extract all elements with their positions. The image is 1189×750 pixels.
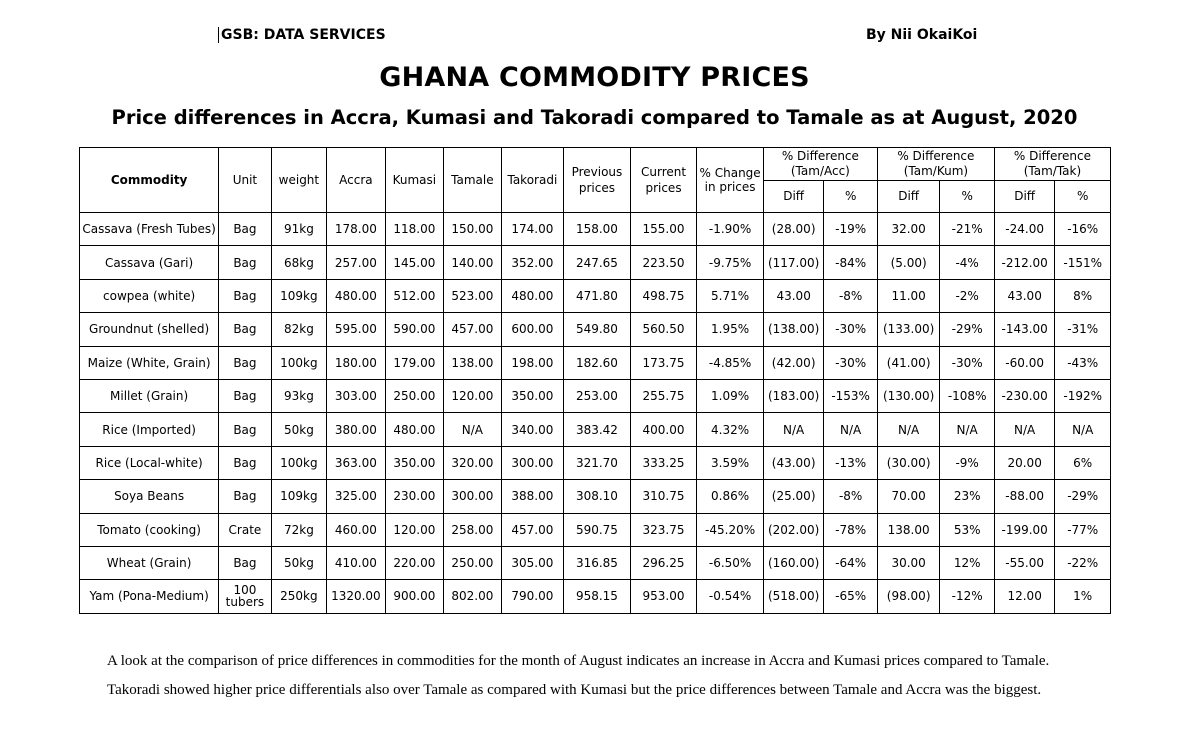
cell-commodity: Groundnut (shelled) — [80, 313, 219, 346]
cell-unit: Bag — [219, 379, 271, 412]
cell-kumasi: 120.00 — [385, 513, 444, 546]
cell-tam-tak-diff: -88.00 — [994, 480, 1055, 513]
cell-tam-acc-pct: -84% — [824, 246, 877, 279]
cell-weight: 109kg — [271, 480, 326, 513]
cell-tam-kum-diff: (133.00) — [877, 313, 940, 346]
cell-commodity: Soya Beans — [80, 480, 219, 513]
cell-weight: 109kg — [271, 279, 326, 312]
page-subtitle: Price differences in Accra, Kumasi and Takoradi compared to Tamale as at August, 2020 — [111, 106, 1078, 129]
cell-tam-kum-pct: -29% — [940, 313, 994, 346]
cell-tam-tak-pct: -151% — [1055, 246, 1111, 279]
cell-tamale: 120.00 — [444, 379, 502, 412]
cell-current-prices: 173.75 — [630, 346, 697, 379]
cell-tamale: 300.00 — [444, 480, 502, 513]
cell-tam-acc-diff: (160.00) — [763, 546, 824, 579]
cell-takoradi: 480.00 — [501, 279, 564, 312]
cell-takoradi: 388.00 — [501, 480, 564, 513]
cell-percent-change: -1.90% — [697, 213, 764, 246]
col-header-acc-diff: Diff — [763, 181, 824, 213]
cell-tam-kum-pct: -30% — [940, 346, 994, 379]
cell-tam-acc-pct: -78% — [824, 513, 877, 546]
department-label: GSB: DATA SERVICES — [218, 27, 386, 43]
col-header-unit: Unit — [219, 148, 271, 213]
cell-kumasi: 220.00 — [385, 546, 444, 579]
cell-unit: Bag — [219, 346, 271, 379]
cell-takoradi: 350.00 — [501, 379, 564, 412]
col-group-tam-kum: % Difference (Tam/Kum) — [877, 148, 994, 181]
cell-current-prices: 223.50 — [630, 246, 697, 279]
col-header-tak-diff: Diff — [994, 181, 1055, 213]
cell-current-prices: 155.00 — [630, 213, 697, 246]
cell-current-prices: 953.00 — [630, 580, 697, 613]
table-header — [80, 148, 1111, 213]
cell-commodity: Maize (White, Grain) — [80, 346, 219, 379]
table-row — [80, 313, 1111, 346]
cell-tam-kum-pct: -4% — [940, 246, 994, 279]
cell-takoradi: 352.00 — [501, 246, 564, 279]
cell-takoradi: 300.00 — [501, 446, 564, 479]
cell-accra: 363.00 — [327, 446, 386, 479]
cell-current-prices: 310.75 — [630, 480, 697, 513]
cell-takoradi: 790.00 — [501, 580, 564, 613]
cell-tam-acc-diff: N/A — [763, 413, 824, 446]
commodity-price-table — [79, 147, 1111, 614]
col-header-kum-diff: Diff — [877, 181, 940, 213]
author-label: By Nii OkaiKoi — [866, 27, 978, 43]
cell-tamale: 523.00 — [444, 279, 502, 312]
table-row — [80, 279, 1111, 312]
cell-unit: Crate — [219, 513, 271, 546]
cell-weight: 93kg — [271, 379, 326, 412]
cell-previous-prices: 247.65 — [564, 246, 631, 279]
col-header-takoradi: Takoradi — [501, 148, 564, 213]
cell-commodity: cowpea (white) — [80, 279, 219, 312]
cell-tam-tak-pct: -16% — [1055, 213, 1111, 246]
cell-commodity: Rice (Imported) — [80, 413, 219, 446]
col-header-acc-pct: % — [824, 181, 877, 213]
cell-previous-prices: 590.75 — [564, 513, 631, 546]
cell-commodity: Cassava (Gari) — [80, 246, 219, 279]
cell-tamale: 250.00 — [444, 546, 502, 579]
col-header-accra: Accra — [327, 148, 386, 213]
cell-current-prices: 323.75 — [630, 513, 697, 546]
cell-tam-kum-pct: 53% — [940, 513, 994, 546]
cell-kumasi: 230.00 — [385, 480, 444, 513]
cell-weight: 100kg — [271, 346, 326, 379]
cell-tam-kum-pct: 23% — [940, 480, 994, 513]
page-title: GHANA COMMODITY PRICES — [379, 62, 810, 93]
cell-tam-tak-diff: 20.00 — [994, 446, 1055, 479]
cell-current-prices: 333.25 — [630, 446, 697, 479]
table-row — [80, 413, 1111, 446]
cell-percent-change: -4.85% — [697, 346, 764, 379]
cell-takoradi: 174.00 — [501, 213, 564, 246]
cell-tam-tak-pct: -29% — [1055, 480, 1111, 513]
cell-unit: 100 tubers — [219, 580, 271, 613]
cell-unit: Bag — [219, 546, 271, 579]
cell-previous-prices: 958.15 — [564, 580, 631, 613]
cell-previous-prices: 383.42 — [564, 413, 631, 446]
cell-tam-tak-pct: -43% — [1055, 346, 1111, 379]
cell-commodity: Wheat (Grain) — [80, 546, 219, 579]
cell-accra: 380.00 — [327, 413, 386, 446]
cell-unit: Bag — [219, 413, 271, 446]
cell-percent-change: 3.59% — [697, 446, 764, 479]
table-row — [80, 480, 1111, 513]
cell-previous-prices: 158.00 — [564, 213, 631, 246]
cell-tam-tak-diff: -143.00 — [994, 313, 1055, 346]
cell-kumasi: 118.00 — [385, 213, 444, 246]
cell-accra: 595.00 — [327, 313, 386, 346]
cell-tam-acc-pct: -8% — [824, 480, 877, 513]
cell-tam-acc-pct: -30% — [824, 313, 877, 346]
summary-paragraph: A look at the comparison of price differences in commodities for the month of August indicates an increase in Accra and Kumasi prices compared to Tamale. Takoradi showed higher price differentials also over Tamale as compared with Kumasi but the price differences between Tamale and Accra was the biggest. — [107, 653, 1050, 698]
table-row — [80, 379, 1111, 412]
cell-tam-acc-pct: -30% — [824, 346, 877, 379]
cell-accra: 480.00 — [327, 279, 386, 312]
cell-tamale: 320.00 — [444, 446, 502, 479]
cell-percent-change: -0.54% — [697, 580, 764, 613]
cell-tam-tak-diff: N/A — [994, 413, 1055, 446]
cell-kumasi: 350.00 — [385, 446, 444, 479]
cell-current-prices: 498.75 — [630, 279, 697, 312]
cell-tam-acc-diff: (43.00) — [763, 446, 824, 479]
cell-tam-tak-pct: -22% — [1055, 546, 1111, 579]
cell-unit: Bag — [219, 246, 271, 279]
cell-percent-change: 4.32% — [697, 413, 764, 446]
cell-accra: 325.00 — [327, 480, 386, 513]
cell-tam-kum-diff: 32.00 — [877, 213, 940, 246]
cell-percent-change: 5.71% — [697, 279, 764, 312]
cell-tamale: 138.00 — [444, 346, 502, 379]
table-body — [80, 213, 1111, 614]
cell-tam-tak-diff: -212.00 — [994, 246, 1055, 279]
cell-current-prices: 400.00 — [630, 413, 697, 446]
cell-current-prices: 560.50 — [630, 313, 697, 346]
cell-percent-change: -45.20% — [697, 513, 764, 546]
cell-commodity: Tomato (cooking) — [80, 513, 219, 546]
cell-tam-tak-diff: -55.00 — [994, 546, 1055, 579]
cell-takoradi: 198.00 — [501, 346, 564, 379]
cell-weight: 68kg — [271, 246, 326, 279]
cell-tam-tak-pct: N/A — [1055, 413, 1111, 446]
cell-tam-acc-pct: -19% — [824, 213, 877, 246]
col-header-tamale: Tamale — [444, 148, 502, 213]
col-header-weight: weight — [271, 148, 326, 213]
cell-tam-kum-pct: -2% — [940, 279, 994, 312]
cell-kumasi: 250.00 — [385, 379, 444, 412]
cell-tamale: 258.00 — [444, 513, 502, 546]
col-header-kumasi: Kumasi — [385, 148, 444, 213]
cell-tam-acc-diff: (117.00) — [763, 246, 824, 279]
cell-tam-kum-diff: (5.00) — [877, 246, 940, 279]
cell-percent-change: 1.09% — [697, 379, 764, 412]
cell-tam-acc-diff: (202.00) — [763, 513, 824, 546]
cell-previous-prices: 308.10 — [564, 480, 631, 513]
cell-tam-acc-diff: (518.00) — [763, 580, 824, 613]
cell-tam-acc-pct: N/A — [824, 413, 877, 446]
cell-commodity: Yam (Pona-Medium) — [80, 580, 219, 613]
cell-weight: 50kg — [271, 413, 326, 446]
cell-tam-tak-diff: -24.00 — [994, 213, 1055, 246]
cell-tam-tak-diff: -199.00 — [994, 513, 1055, 546]
cell-tam-kum-diff: (130.00) — [877, 379, 940, 412]
cell-accra: 460.00 — [327, 513, 386, 546]
cell-tam-acc-diff: (28.00) — [763, 213, 824, 246]
cell-percent-change: 0.86% — [697, 480, 764, 513]
cell-tam-acc-pct: -13% — [824, 446, 877, 479]
cell-accra: 1320.00 — [327, 580, 386, 613]
cell-tam-acc-pct: -153% — [824, 379, 877, 412]
cell-tam-kum-pct: -9% — [940, 446, 994, 479]
cell-accra: 178.00 — [327, 213, 386, 246]
col-header-tak-pct: % — [1055, 181, 1111, 213]
cell-weight: 91kg — [271, 213, 326, 246]
cell-tam-acc-pct: -64% — [824, 546, 877, 579]
cell-previous-prices: 316.85 — [564, 546, 631, 579]
cell-tam-tak-pct: 8% — [1055, 279, 1111, 312]
cell-tam-kum-diff: N/A — [877, 413, 940, 446]
cell-percent-change: 1.95% — [697, 313, 764, 346]
cell-tam-kum-pct: -12% — [940, 580, 994, 613]
table-row — [80, 513, 1111, 546]
table-row — [80, 546, 1111, 579]
cell-previous-prices: 471.80 — [564, 279, 631, 312]
cell-tam-kum-diff: 70.00 — [877, 480, 940, 513]
col-header-kum-pct: % — [940, 181, 994, 213]
cell-commodity: Rice (Local-white) — [80, 446, 219, 479]
col-header-percent-change: % Change in prices — [697, 148, 764, 213]
cell-accra: 180.00 — [327, 346, 386, 379]
col-header-current-prices: Current prices — [630, 148, 697, 213]
col-group-tam-tak: % Difference (Tam/Tak) — [994, 148, 1110, 181]
cell-weight: 100kg — [271, 446, 326, 479]
cell-weight: 82kg — [271, 313, 326, 346]
cell-percent-change: -9.75% — [697, 246, 764, 279]
cell-current-prices: 296.25 — [630, 546, 697, 579]
cell-tam-acc-diff: (42.00) — [763, 346, 824, 379]
cell-tam-acc-pct: -65% — [824, 580, 877, 613]
cell-unit: Bag — [219, 279, 271, 312]
cell-tam-tak-pct: 6% — [1055, 446, 1111, 479]
cell-commodity: Millet (Grain) — [80, 379, 219, 412]
cell-previous-prices: 549.80 — [564, 313, 631, 346]
cell-unit: Bag — [219, 213, 271, 246]
cell-tam-kum-diff: 138.00 — [877, 513, 940, 546]
cell-tam-kum-pct: -21% — [940, 213, 994, 246]
cell-tamale: 457.00 — [444, 313, 502, 346]
cell-kumasi: 480.00 — [385, 413, 444, 446]
cell-tam-acc-diff: (138.00) — [763, 313, 824, 346]
cell-kumasi: 590.00 — [385, 313, 444, 346]
cell-percent-change: -6.50% — [697, 546, 764, 579]
table-row — [80, 246, 1111, 279]
cell-weight: 72kg — [271, 513, 326, 546]
table-row — [80, 446, 1111, 479]
cell-takoradi: 457.00 — [501, 513, 564, 546]
cell-unit: Bag — [219, 313, 271, 346]
cell-weight: 250kg — [271, 580, 326, 613]
cell-tam-acc-diff: (25.00) — [763, 480, 824, 513]
table-row — [80, 213, 1111, 246]
cell-kumasi: 512.00 — [385, 279, 444, 312]
cell-tam-acc-diff: (183.00) — [763, 379, 824, 412]
cell-tam-tak-pct: -31% — [1055, 313, 1111, 346]
cell-tam-kum-pct: N/A — [940, 413, 994, 446]
cell-takoradi: 600.00 — [501, 313, 564, 346]
cell-kumasi: 179.00 — [385, 346, 444, 379]
cell-tam-kum-diff: (30.00) — [877, 446, 940, 479]
cell-previous-prices: 321.70 — [564, 446, 631, 479]
cell-takoradi: 340.00 — [501, 413, 564, 446]
cell-tam-tak-pct: -192% — [1055, 379, 1111, 412]
cell-kumasi: 145.00 — [385, 246, 444, 279]
col-header-previous-prices: Previous prices — [564, 148, 631, 213]
cell-accra: 257.00 — [327, 246, 386, 279]
table-row — [80, 580, 1111, 613]
cell-accra: 410.00 — [327, 546, 386, 579]
cell-tam-kum-pct: 12% — [940, 546, 994, 579]
cell-accra: 303.00 — [327, 379, 386, 412]
cell-weight: 50kg — [271, 546, 326, 579]
cell-tam-kum-diff: 11.00 — [877, 279, 940, 312]
cell-tamale: 150.00 — [444, 213, 502, 246]
cell-tamale: N/A — [444, 413, 502, 446]
cell-takoradi: 305.00 — [501, 546, 564, 579]
cell-unit: Bag — [219, 480, 271, 513]
cell-tam-tak-pct: 1% — [1055, 580, 1111, 613]
cell-tamale: 802.00 — [444, 580, 502, 613]
cell-tam-tak-diff: 43.00 — [994, 279, 1055, 312]
cell-commodity: Cassava (Fresh Tubes) — [80, 213, 219, 246]
table-row — [80, 346, 1111, 379]
cell-tam-kum-pct: -108% — [940, 379, 994, 412]
cell-tam-kum-diff: (41.00) — [877, 346, 940, 379]
col-group-tam-acc: % Difference (Tam/Acc) — [763, 148, 877, 181]
cell-tam-kum-diff: 30.00 — [877, 546, 940, 579]
cell-tam-tak-diff: 12.00 — [994, 580, 1055, 613]
cell-tam-tak-pct: -77% — [1055, 513, 1111, 546]
cell-unit: Bag — [219, 446, 271, 479]
cell-tam-acc-diff: 43.00 — [763, 279, 824, 312]
cell-tam-tak-diff: -60.00 — [994, 346, 1055, 379]
cell-tam-tak-diff: -230.00 — [994, 379, 1055, 412]
cell-previous-prices: 182.60 — [564, 346, 631, 379]
cell-previous-prices: 253.00 — [564, 379, 631, 412]
cell-tamale: 140.00 — [444, 246, 502, 279]
cell-tam-kum-diff: (98.00) — [877, 580, 940, 613]
col-header-commodity: Commodity — [80, 148, 219, 213]
cell-tam-acc-pct: -8% — [824, 279, 877, 312]
cell-current-prices: 255.75 — [630, 379, 697, 412]
cell-kumasi: 900.00 — [385, 580, 444, 613]
